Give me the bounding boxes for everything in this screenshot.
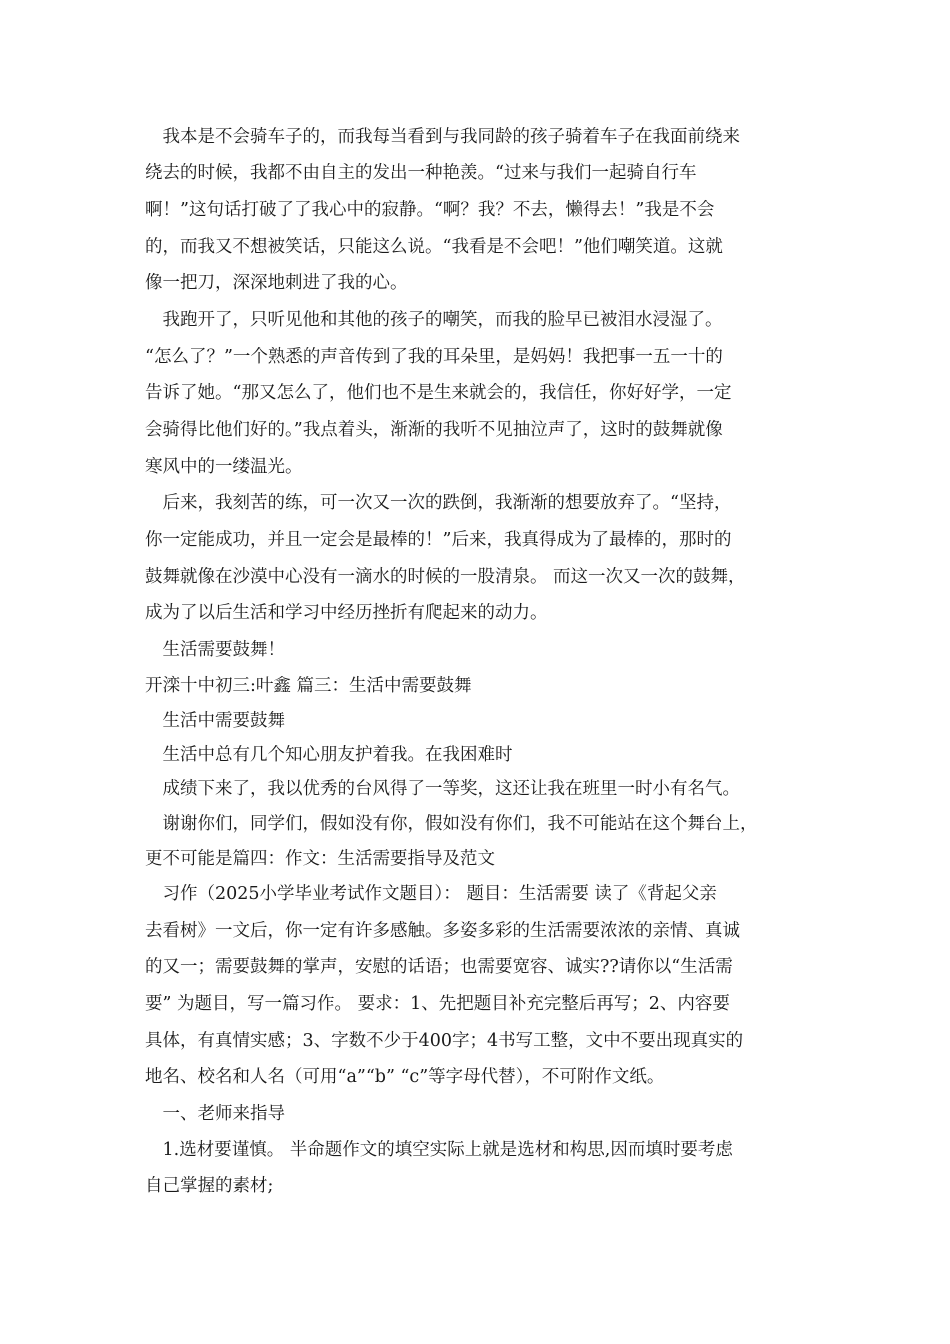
text-line: 更不可能是篇四：作文：生活需要指导及范文 — [145, 849, 495, 869]
text-line: 习作（2025小学毕业考试作文题目）： 题目：生活需要 读了《背起父亲 — [145, 884, 717, 904]
text-line: 成为了以后生活和学习中经历挫折有爬起来的动力。 — [145, 603, 548, 623]
text-line: 1.选材要谨慎。 半命题作文的填空实际上就是选材和构思,因而填时要考虑 — [145, 1140, 733, 1160]
text-line: 啊！”这句话打破了了我心中的寂静。“啊？我？不去，懒得去！”我是不会 — [145, 200, 715, 220]
text-line: 成绩下来了，我以优秀的台风得了一等奖，这还让我在班里一时小有名气。 — [145, 779, 740, 799]
text-line: 你一定能成功，并且一定会是最棒的！”后来，我真得成为了最棒的，那时的 — [145, 530, 732, 550]
text-line: 告诉了她。“那又怎么了，他们也不是生来就会的，我信任，你好好学，一定 — [145, 383, 732, 403]
text-line: 后来，我刻苦的练，可一次又一次的跌倒，我渐渐的想要放弃了。“坚持， — [145, 493, 732, 513]
text-line: 谢谢你们，同学们，假如没有你，假如没有你们，我不可能站在这个舞台上， — [145, 814, 758, 834]
text-line: 生活需要鼓舞！ — [145, 640, 285, 660]
text-line: 的，而我又不想被笑话，只能这么说。“我看是不会吧！”他们嘲笑道。这就 — [145, 237, 723, 257]
text-line: “怎么了？”一个熟悉的声音传到了我的耳朵里，是妈妈！我把事一五一十的 — [145, 347, 723, 367]
text-line: 的又一；需要鼓舞的掌声，安慰的话语；也需要宽容、诚实??请你以“生活需 — [145, 957, 733, 977]
text-line: 具体，有真情实感；3、字数不少于400字；4书写工整，文中不要出现真实的 — [145, 1031, 744, 1051]
text-line: 去看树》一文后，你一定有许多感触。多姿多彩的生活需要浓浓的亲情、真诚 — [145, 921, 740, 941]
text-line: 生活中需要鼓舞 — [145, 711, 285, 731]
text-line: 一、老师来指导 — [145, 1104, 285, 1124]
text-line: 寒风中的一缕温光。 — [145, 457, 303, 477]
text-line: 我跑开了，只听见他和其他的孩子的嘲笑，而我的脸早已被泪水浸湿了。 — [145, 310, 723, 330]
text-line: 像一把刀，深深地刺进了我的心。 — [145, 273, 408, 293]
text-line: 地名、校名和人名（可用“a”“b” “c”等字母代替），不可附作文纸。 — [145, 1067, 665, 1087]
text-line: 生活中总有几个知心朋友护着我。在我困难时 — [145, 745, 513, 765]
text-line: 自己掌握的素材; — [145, 1176, 274, 1196]
text-line: 我本是不会骑车子的，而我每当看到与我同龄的孩子骑着车子在我面前绕来 — [145, 127, 740, 147]
text-line: 会骑得比他们好的。”我点着头，渐渐的我听不见抽泣声了，这时的鼓舞就像 — [145, 420, 723, 440]
text-line: 绕去的时候，我都不由自主的发出一种艳羡。“过来与我们一起骑自行车 — [145, 163, 697, 183]
text-line: 开滦十中初三:叶鑫 篇三：生活中需要鼓舞 — [145, 676, 472, 696]
text-line: 鼓舞就像在沙漠中心没有一滴水的时候的一股清泉。 而这一次又一次的鼓舞， — [145, 567, 746, 587]
text-line: 要” 为题目，写一篇习作。 要求：1、先把题目补充完整后再写；2、内容要 — [145, 994, 730, 1014]
